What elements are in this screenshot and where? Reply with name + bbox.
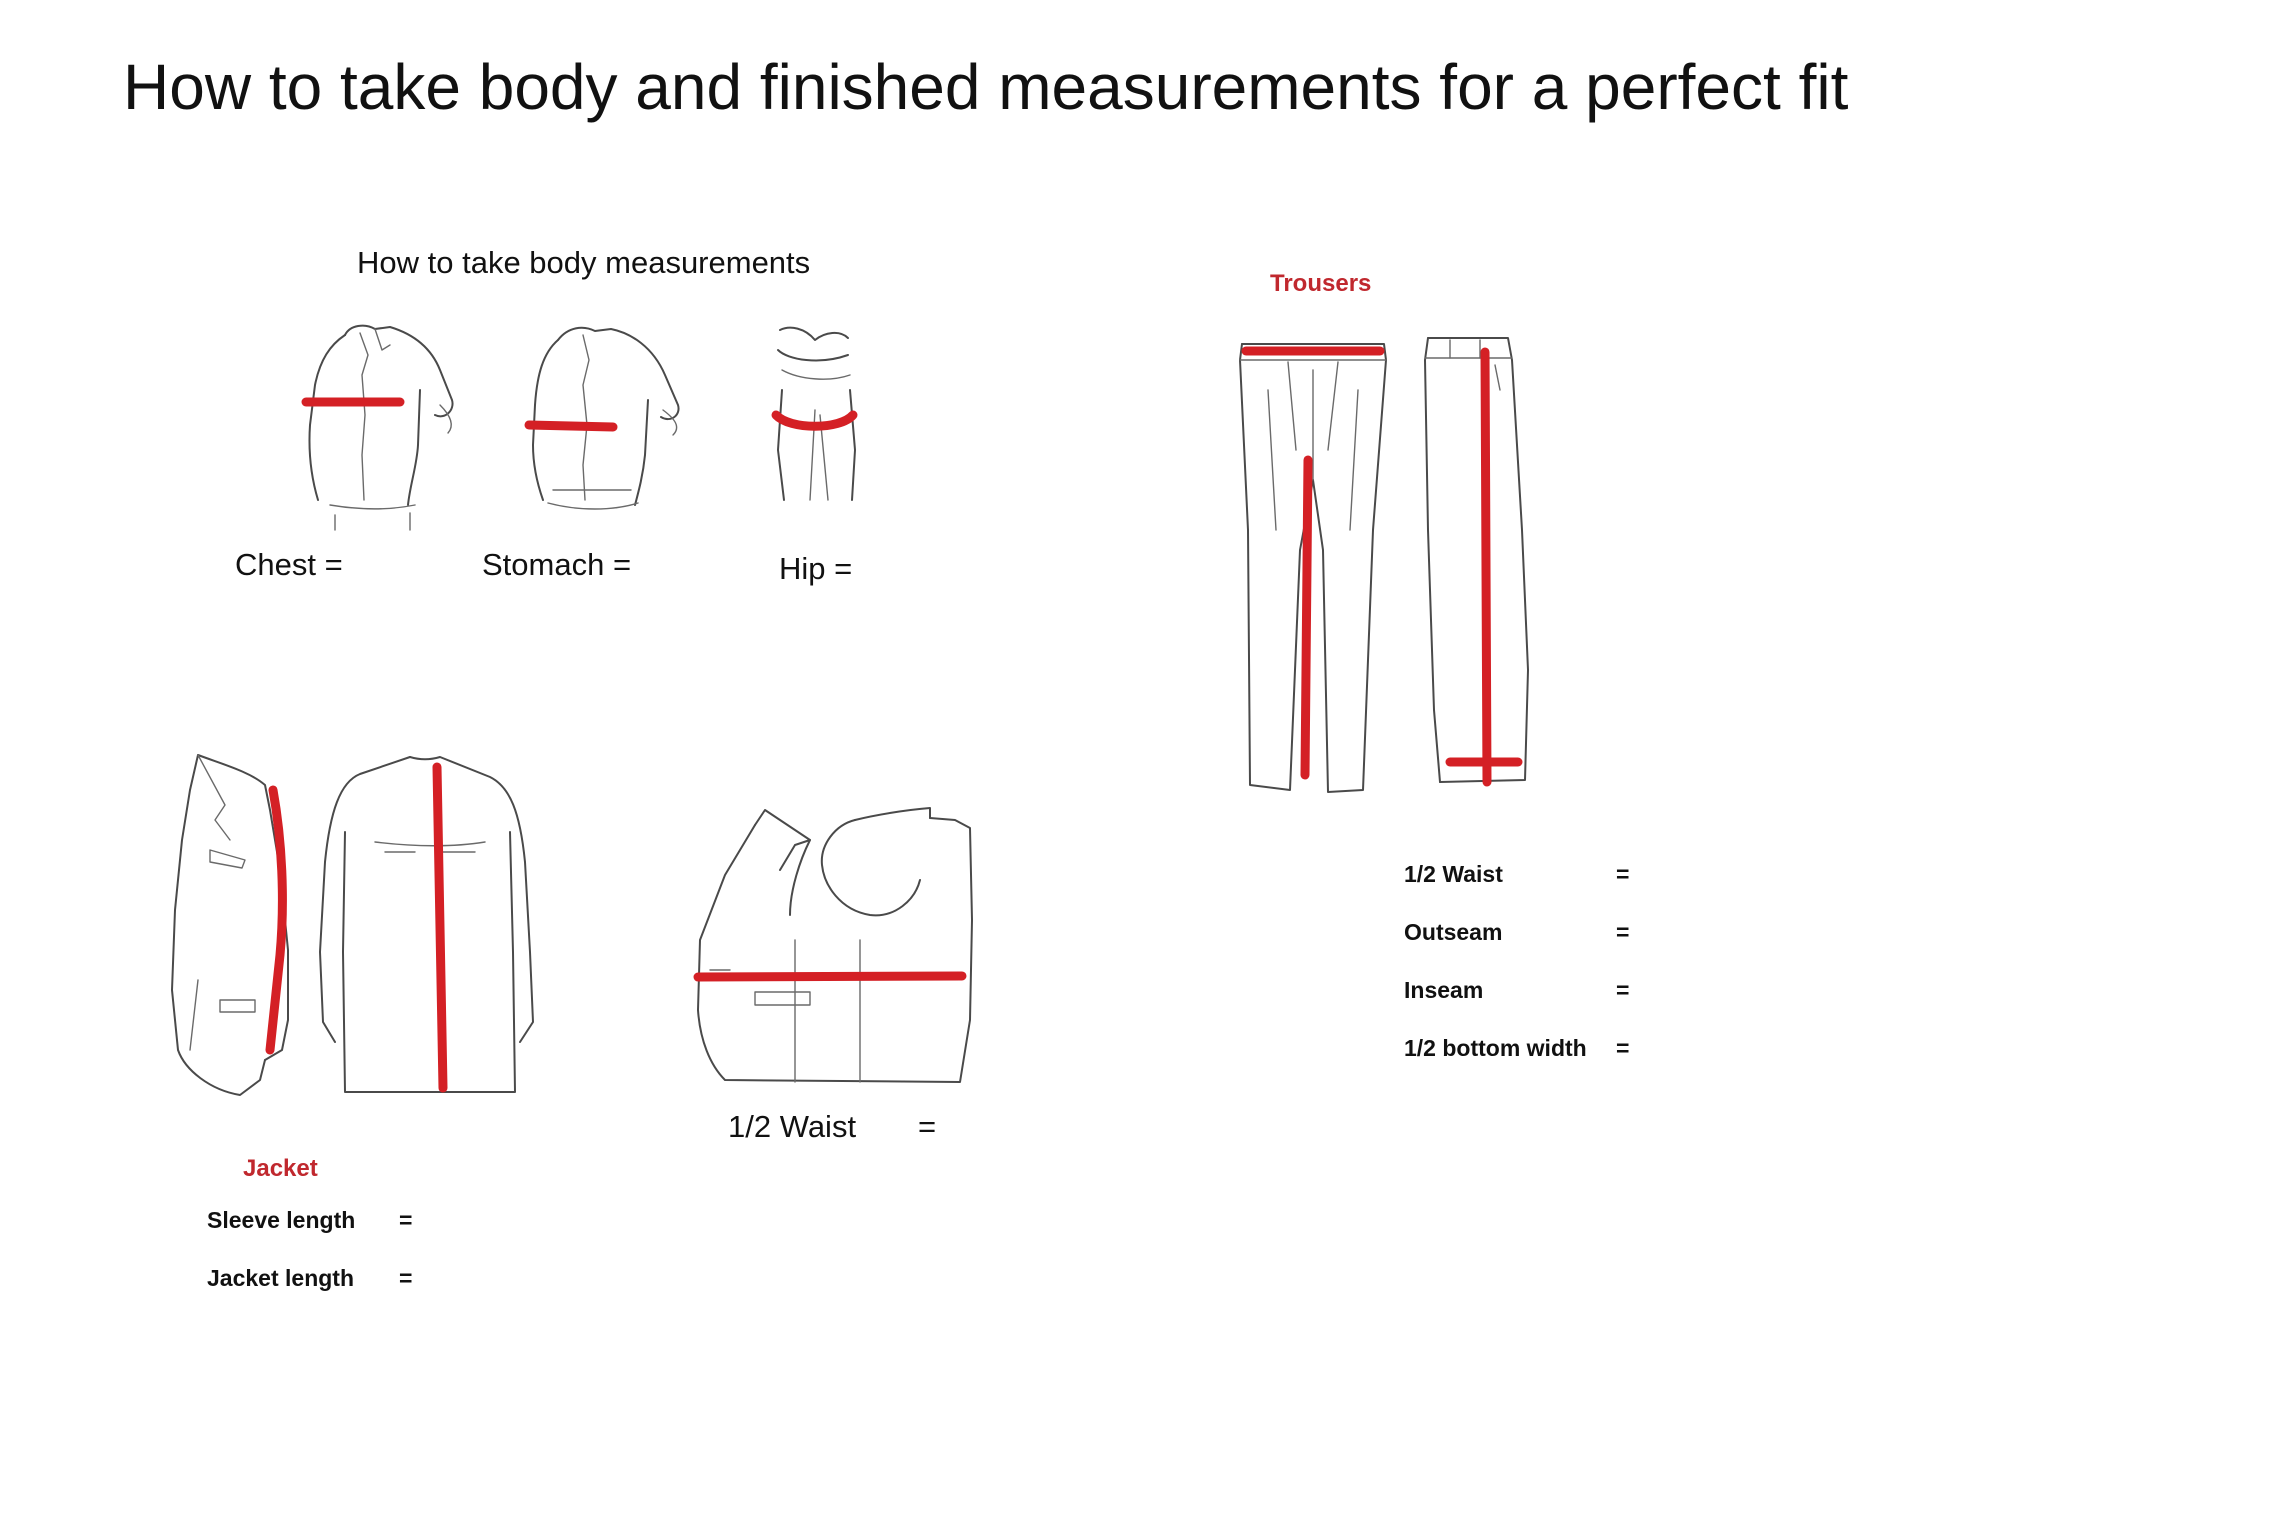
half-bottom-width-label: 1/2 bottom width bbox=[1404, 1035, 1587, 1061]
sleeve-length-line bbox=[270, 790, 282, 1050]
jacket-side-illustration bbox=[170, 750, 305, 1100]
sleeve-length-eq: = bbox=[399, 1207, 413, 1233]
stomach-figure-illustration bbox=[513, 315, 693, 535]
chest-figure-illustration bbox=[290, 315, 460, 535]
jacket-waist-line bbox=[698, 976, 962, 977]
trousers-heading: Trousers bbox=[1270, 270, 1372, 297]
inseam-eq: = bbox=[1616, 977, 1630, 1003]
jacket-back-illustration bbox=[315, 752, 545, 1102]
trousers-side-illustration bbox=[1420, 330, 1540, 800]
jacket-half-waist-eq: = bbox=[918, 1109, 937, 1144]
trousers-half-waist-eq: = bbox=[1616, 861, 1630, 887]
half-bottom-width-eq: = bbox=[1616, 1035, 1630, 1061]
outseam-eq: = bbox=[1616, 919, 1630, 945]
page-title: How to take body and finished measurements for a perfect fit bbox=[123, 51, 1849, 123]
sleeve-length-label: Sleeve length bbox=[207, 1207, 356, 1233]
jacket-length-label: Jacket length bbox=[207, 1265, 354, 1291]
trousers-half-waist-label: 1/2 Waist bbox=[1404, 861, 1503, 887]
inseam-line bbox=[1305, 460, 1308, 775]
jacket-half-waist-label: 1/2 Waist bbox=[728, 1109, 857, 1144]
chest-label: Chest = bbox=[235, 547, 343, 582]
jacket-length-eq: = bbox=[399, 1265, 413, 1291]
stomach-label: Stomach = bbox=[482, 547, 632, 582]
jacket-front-illustration bbox=[690, 800, 980, 1090]
outseam-line bbox=[1485, 352, 1487, 782]
trousers-front-illustration bbox=[1228, 330, 1398, 800]
body-measurements-heading: How to take body measurements bbox=[357, 245, 811, 280]
stomach-measure-line bbox=[529, 425, 613, 427]
jacket-heading: Jacket bbox=[243, 1155, 318, 1182]
outseam-label: Outseam bbox=[1404, 919, 1503, 945]
jacket-length-line bbox=[437, 767, 443, 1088]
inseam-label: Inseam bbox=[1404, 977, 1484, 1003]
hip-label: Hip = bbox=[779, 551, 853, 586]
hip-figure-illustration bbox=[760, 320, 870, 510]
